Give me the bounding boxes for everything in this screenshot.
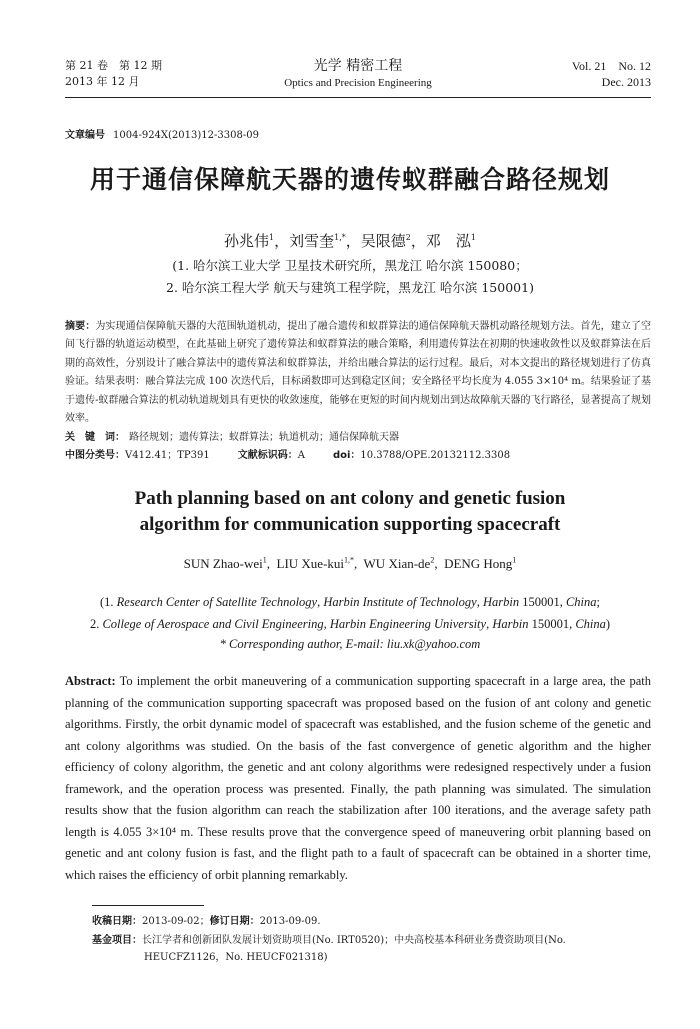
received-value: 2013-09-02 bbox=[142, 916, 200, 927]
affiliation-cn-1: (1. 哈尔滨工业大学 卫星技术研究所，黑龙江 哈尔滨 150080； bbox=[172, 258, 528, 273]
aff-en-2-zip: 150001 bbox=[531, 617, 570, 631]
journal-name-cn: 光学 精密工程 bbox=[313, 58, 403, 74]
author-en-3: WU Xian-de bbox=[363, 556, 431, 571]
abstract-en bbox=[65, 671, 651, 886]
doi-value: 10.3788/OPE.20132112.3308 bbox=[360, 450, 511, 461]
aff-en-2-country: China bbox=[575, 617, 606, 631]
author-en-3-sup: 2 bbox=[430, 555, 435, 565]
aff-en-1-dept: Research Center of Satellite Technology bbox=[116, 595, 318, 609]
aff-en-2-city: Harbin bbox=[492, 617, 529, 631]
classification-line bbox=[65, 446, 651, 461]
authors-en: SUN Zhao-wei$^1$, LIU Xue-kui$^{1,*}$, WU Xian-$de^2$, DENG Hong$^1$ bbox=[183, 555, 517, 571]
abstract-en-text: To implement the orbit maneuvering of a communication supporting spacecraft in a large area, the path planning of the communication supporting spacecraft was proposed based on the fusion of ant colony and genetic algorithms. Firstly, the orbit dynamic model of spacecraft was established, and the fusion scheme of the genetic and ant colony algorithms was studied. On the basis of the fast convergence of genetic algorithm and the higher efficiency of colony algorithm, the genetic and ant colony algorithms were redesigned respectively under a fusion framework, and the operation process was presented. Finally, the path planning was simulated. The simulation results show that the fusion algorithm can reach the stabilization after 100 iterations, and the average safety path length is 4.055 3×10⁴ m. These results prove that the convergence speed of maneuvering orbit planning based on genetic and ant colony fusion is fast, and the flight path to a fault of spacecraft can be obtained in a shorter time, which raises the efficiency of orbit planning remarkably. bbox=[65, 674, 651, 882]
footnote-rule bbox=[92, 905, 204, 906]
corresponding-author: * Corresponding author, E-mail: liu.xk@yahoo.com bbox=[219, 637, 481, 651]
aff-en-1-city: Harbin bbox=[482, 595, 520, 609]
title-en bbox=[0, 486, 700, 538]
header-center bbox=[65, 58, 651, 91]
header-rule bbox=[65, 97, 651, 98]
doc-code-value: A bbox=[297, 450, 305, 461]
title-en-line-2: algorithm for communication supporting spacecraft bbox=[139, 514, 561, 535]
author-cn-3-sup: 2 bbox=[405, 233, 411, 242]
revised-value: 2013-09-09. bbox=[259, 916, 321, 927]
author-en-2: LIU Xue-kui bbox=[276, 556, 345, 571]
abstract-cn bbox=[65, 318, 651, 428]
author-en-4: DENG Hong bbox=[444, 556, 513, 571]
fund-line-2: HEUCFZ1126，No. HEUCF021318) bbox=[144, 952, 328, 963]
keywords-cn-text: 路径规划；遗传算法；蚁群算法；轨道机动；通信保障航天器 bbox=[129, 432, 399, 443]
author-cn-4-sup: 1 bbox=[470, 233, 477, 242]
article-number-value: 1004-924X(2013)12-3308-09 bbox=[113, 130, 259, 141]
author-cn-2-sup: 1,* bbox=[334, 233, 346, 242]
doi-label: doi： bbox=[332, 450, 361, 461]
fund-line-1: 长江学者和创新团队发展计划资助项目(No. IRT0520)；中央高校基本科研业务费资助项目(No. bbox=[142, 935, 566, 946]
author-cn-1: 孙兆伟 bbox=[223, 232, 269, 250]
article-number bbox=[65, 126, 259, 141]
keywords-cn bbox=[65, 428, 651, 443]
author-cn-2: 刘雪奎 bbox=[289, 232, 335, 250]
author-cn-3: 吴限德 bbox=[360, 232, 406, 250]
author-cn-4: 邓 泓 bbox=[425, 232, 471, 250]
affiliation-cn-2: 2. 哈尔滨工程大学 航天与建筑工程学院，黑龙江 哈尔滨 150001) bbox=[166, 280, 534, 295]
date-en: Dec. 2013 bbox=[601, 75, 651, 89]
received-label: 收稿日期： bbox=[92, 916, 142, 927]
running-header bbox=[65, 58, 651, 94]
abstract-cn-text: 为实现通信保障航天器的大范围轨道机动，提出了融合遗传和蚁群算法的通信保障航天器机动路径规划方法。首先，建立了空间飞行器的轨道运动模型，在此基础上研究了遗传算法和蚁群算法的融合策略，利用遗传算法在初期的快速收敛性以及蚁群算法在后期的高效性，分别设计了融合算法中的遗传算法和蚁群算法，并给出融合算法的运行过程。最后，对本文提出的路径规划进行了仿真验证。结果表明：融合算法完成 100 次迭代后，目标函数即可达到稳定区间；安全路径平均长度为 4.055 3×10⁴ m。结果验证了基于遗传-蚁群融合算法的机动轨道规划具有更快的收敛速度，能够在更短的时间内规划出到达故障航天器的飞行路径，显著提高了规划效率。 bbox=[65, 321, 652, 425]
author-en-1-sup: 1 bbox=[262, 555, 267, 565]
revised-label: 修订日期： bbox=[209, 916, 260, 927]
footnote-dates: 收稿日期：2013-09-02；修订日期：2013-09-09. bbox=[92, 916, 321, 927]
header-right bbox=[572, 58, 651, 90]
clc-value: V412.41；TP391 bbox=[125, 450, 210, 461]
aff-en-1-country: China bbox=[565, 595, 597, 609]
volume-issue-en: Vol. 21 No. 12 bbox=[571, 59, 651, 73]
aff-en-1-zip: 150001 bbox=[522, 595, 560, 609]
journal-name-en: Optics and Precision Engineering bbox=[284, 77, 432, 89]
volume-issue-cn: 第 21 卷 第 12 期 bbox=[65, 59, 162, 72]
author-cn-1-sup: 1 bbox=[269, 233, 275, 242]
doc-code-label: 文献标识码： bbox=[237, 450, 298, 461]
date-cn: 2013 年 12 月 bbox=[65, 75, 140, 88]
affiliation-en-2: 2. College of Aerospace and Civil Engineering, Harbin Engineering University, Harbin 150001, China) bbox=[89, 617, 611, 631]
title-cn: 用于通信保障航天器的遗传蚁群融合路径规划 bbox=[89, 165, 610, 194]
affiliation-en-1: (1. Research Center of Satellite Technology, Harbin Institute of Technology, Harbin 150001, China; bbox=[100, 595, 600, 609]
article-number-label: 文章编号 bbox=[65, 130, 105, 141]
aff-en-2-inst: Harbin Engineering University bbox=[329, 617, 487, 631]
abstract-cn-label: 摘要： bbox=[65, 321, 96, 332]
abstract-en-label: Abstract: bbox=[65, 674, 116, 688]
author-en-4-sup: 1 bbox=[512, 555, 517, 565]
aff-en-2-dept: College of Aerospace and Civil Engineering bbox=[102, 617, 324, 631]
clc-label: 中图分类号： bbox=[65, 450, 125, 461]
aff-en-1-inst: Harbin Institute of Technology bbox=[323, 595, 477, 609]
author-en-2-sup: 1,* bbox=[344, 555, 355, 565]
authors-cn: 孙兆伟$^1$，刘雪奎$^{1,*}$，吴限德$^2$，邓 泓$^1$ bbox=[223, 232, 477, 250]
footnote-fund bbox=[92, 932, 662, 966]
fund-label: 基金项目： bbox=[92, 935, 142, 946]
title-en-line-1: Path planning based on ant colony and genetic fusion bbox=[134, 488, 566, 509]
keywords-cn-label: 关 键 词： bbox=[65, 432, 125, 443]
author-en-1: SUN Zhao-wei bbox=[183, 556, 263, 571]
